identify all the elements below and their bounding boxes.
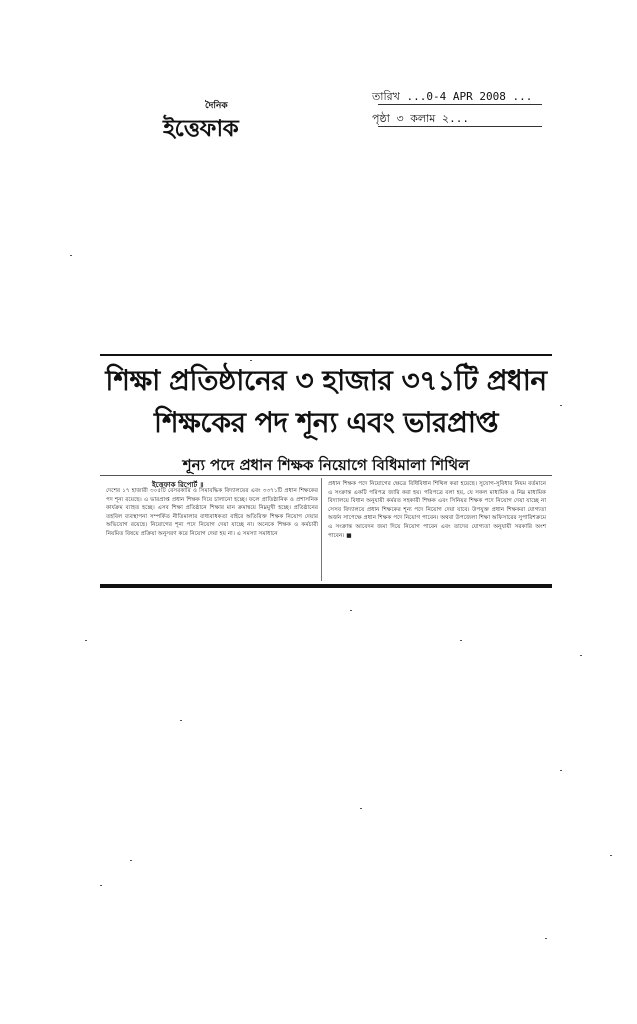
scan-speck: [610, 855, 612, 856]
article-clipping: [100, 354, 552, 590]
scan-speck: [180, 720, 182, 721]
scan-speck: [560, 405, 562, 406]
scan-speck: [460, 640, 462, 641]
scan-speck: [360, 808, 362, 809]
scan-speck: [85, 640, 87, 641]
headline-line-2: শিক্ষকের পদ শূন্য এবং ভারপ্রাপ্ত: [154, 406, 498, 439]
bottom-rule: [100, 584, 552, 588]
stamp-page: পৃষ্ঠা ৩ কলাম ২...: [372, 112, 470, 125]
masthead-label: দৈনিক: [205, 101, 228, 111]
subheadline: শূন্য পদে প্রধান শিক্ষক নিয়োগে বিধিমালা শিথিল: [182, 456, 470, 474]
stamp-rule: [378, 104, 542, 105]
headline-line-1: শিক্ষা প্রতিষ্ঠানের ৩ হাজার ৩৭১টি প্রধান: [105, 364, 547, 397]
scan-speck: [580, 655, 582, 656]
byline: ইত্তেফাক রিপোর্ট ॥: [152, 481, 204, 489]
stamp-rule: [378, 126, 542, 127]
top-rule: [100, 354, 552, 356]
scan-speck: [70, 255, 72, 256]
scan-speck: [545, 938, 547, 939]
article-column-right: প্রধান শিক্ষক পদে নিয়োগের ক্ষেত্রে বিধিবিধান শিথিল করা হয়েছে। সুযোগ-সুবিধার নিয়ম বর্তমানে এ সংক্রান্ত একটি পরিপত্র জারি করা হয়। পরিপত্রে বলা হয়, যে সকল মাধ্যমিক ও নিম্ন মাধ্যমিক বিদ্যালয়ে বিধান অনুযায়ী কর্মরত সহকারী শিক্ষক এবং সিনিয়র শিক্ষক পদে নিয়োগ দেয়া যাচ্ছে না সেসব বিদ্যালয়ে প্রধান শিক্ষকের শূন্য পদে নিয়োগ দেয়া যাবে। উপযুক্ত প্রধান শিক্ষকরা যোগ্যতা অর্জন সাপেক্ষে প্রধান শিক্ষক পদে নিয়োগ পাবেন। অথবা উপজেলা শিক্ষা অফিসারের সুপারিশক্রমে এ সংক্রান্ত আবেদন জমা দিয়ে নিয়োগ পাবেন এবং তাদের যোগ্যতা অনুযায়ী সরকারি অংশ পাবেন। ■: [328, 481, 546, 539]
scan-speck: [130, 860, 132, 861]
scan-speck: [250, 360, 252, 361]
newspaper-name: ইত্তেফাক: [163, 116, 239, 142]
scan-speck: [560, 770, 562, 771]
scan-speck: [350, 610, 352, 611]
scan-speck: [100, 885, 102, 886]
archive-stamp: [372, 88, 542, 134]
column-divider: [321, 478, 322, 581]
subhead-rule: [100, 475, 552, 476]
stamp-date: তারিখ ...0-4 APR 2008 ...: [372, 90, 533, 103]
article-column-left: দেশের ১৭ হাজারী ৩০৫টি বেসরকারি ও সিমাবদ্ধিক বিদ্যালয়ের এবং ৩৩৭১টি প্রধান শিক্ষকের পদ শূন্য রয়েছে। এ ভারপ্রাপ্ত প্রধান শিক্ষক দিয়ে চালানো হচ্ছে। ফলে প্রাতিষ্ঠানিক ও প্রশাসনিক কার্যক্রম ব্যাহত হচ্ছে। এসব শিক্ষা প্রতিষ্ঠানে শিক্ষার মান ক্রমান্বয়ে নিম্নমুখী হচ্ছে। প্রতিষ্ঠানের তহবিল ব্যবস্থাপনা সম্পর্কিত নীতিমালার বাধ্যবাধকতা বাইরে অতিরিক্ত শিক্ষক নিয়োগ দেয়ার অভিযোগ রয়েছে। নিয়োগের শূন্য পদে নিয়োগ দেয়া যাচ্ছে না। অনেকে শিক্ষক ও কর্মচারী নিয়মিত বিষয়ে প্রক্রিয়া অনুসরণ করে নিয়োগ দেয়া হয় না। এ সমস্যা সমাধানে: [106, 488, 318, 537]
